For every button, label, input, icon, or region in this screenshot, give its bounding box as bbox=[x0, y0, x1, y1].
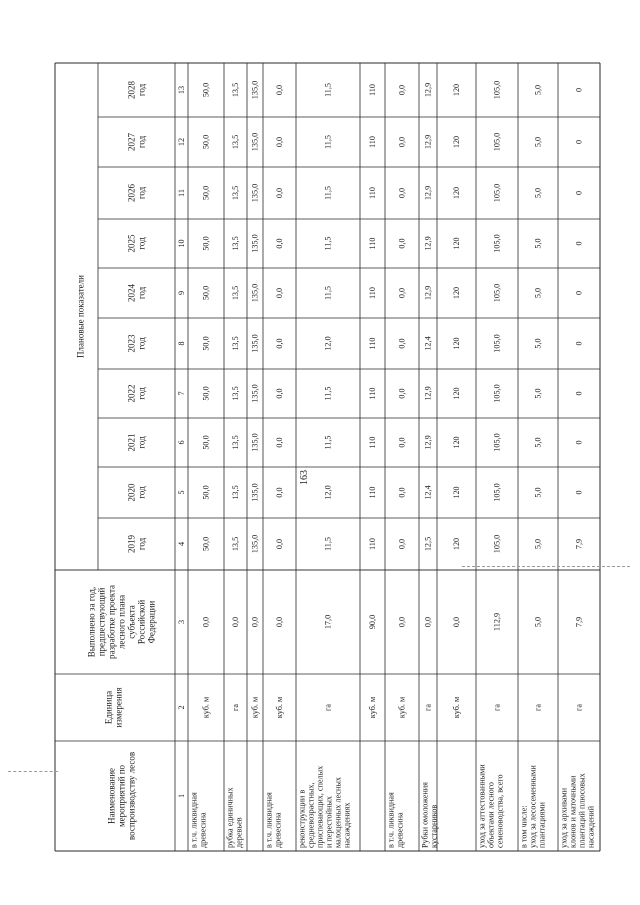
row-value: 0,0 bbox=[397, 287, 407, 299]
row-value: 105,0 bbox=[492, 483, 502, 502]
row-unit: га bbox=[323, 704, 333, 711]
row-value: 11,5 bbox=[323, 386, 333, 401]
row-unit: куб. м bbox=[368, 696, 377, 719]
row-value: 11,5 bbox=[323, 134, 333, 150]
row-done: 90,0 bbox=[368, 614, 377, 630]
row-value: 13,5 bbox=[231, 435, 240, 450]
row-value: 135,0 bbox=[250, 234, 260, 253]
row-value: 135,0 bbox=[250, 283, 260, 303]
row-name-line: в том числе: bbox=[519, 805, 529, 848]
row-done: 0,0 bbox=[231, 616, 240, 628]
row-value: 12,4 bbox=[423, 336, 433, 351]
row-name-line: средневозрастных, bbox=[306, 782, 316, 848]
page-number: 163 bbox=[299, 470, 310, 485]
header-name-line: Наименование bbox=[106, 767, 117, 825]
column-number: 9 bbox=[177, 290, 186, 296]
column-number: 10 bbox=[177, 239, 186, 248]
row-done: 0,0 bbox=[452, 616, 461, 628]
row-value: 50,0 bbox=[201, 536, 211, 552]
row-value: 135,0 bbox=[250, 384, 260, 403]
row-value: 12,9 bbox=[423, 134, 433, 150]
column-number: 13 bbox=[177, 85, 186, 95]
row-value: 0 bbox=[574, 440, 584, 445]
row-name-line: древесина bbox=[273, 812, 283, 848]
row-unit: га bbox=[492, 704, 502, 711]
row-value: 0,0 bbox=[397, 437, 407, 448]
row-value: 110 bbox=[368, 337, 377, 350]
row-name-line: Рубки омоложения bbox=[420, 782, 430, 848]
row-value: 0,0 bbox=[275, 338, 284, 349]
row-value: 5,0 bbox=[533, 487, 543, 498]
row-name-line: кустарников bbox=[429, 804, 439, 848]
row-value: 12,4 bbox=[423, 485, 433, 500]
row-value: 105,0 bbox=[492, 384, 502, 403]
row-value: 50,0 bbox=[201, 236, 211, 251]
row-value: 120 bbox=[452, 237, 461, 250]
row-value: 0,0 bbox=[275, 238, 284, 249]
row-name-line: насаждений bbox=[586, 806, 596, 848]
header-year-line: 2020 bbox=[126, 483, 137, 502]
row-done: 7,9 bbox=[574, 616, 584, 628]
row-value: 12,0 bbox=[323, 485, 333, 500]
row-value: 13,5 bbox=[231, 285, 240, 301]
row-done: 0,0 bbox=[397, 616, 407, 628]
row-value: 105,0 bbox=[492, 132, 502, 152]
row-value: 110 bbox=[368, 136, 377, 148]
row-value: 12,9 bbox=[423, 435, 433, 450]
row-value: 0 bbox=[574, 190, 584, 196]
column-number: 11 bbox=[177, 189, 186, 197]
row-value: 120 bbox=[452, 387, 461, 400]
row-value: 11,5 bbox=[323, 236, 333, 251]
header-year-line: 2023 bbox=[126, 334, 137, 353]
row-value: 105,0 bbox=[492, 183, 502, 203]
column-number: 3 bbox=[177, 619, 186, 625]
row-value: 13,5 bbox=[231, 386, 240, 401]
row-done: 0,0 bbox=[423, 616, 433, 628]
row-name-line: уход за архивами bbox=[559, 787, 569, 848]
header-year-line: год bbox=[136, 135, 147, 149]
row-value: 0,0 bbox=[275, 136, 284, 148]
header-done-line: лесного плана bbox=[116, 594, 127, 650]
row-unit: га bbox=[533, 704, 543, 711]
row-unit: куб. м bbox=[275, 696, 284, 719]
row-value: 110 bbox=[368, 187, 377, 199]
row-value: 5,0 bbox=[533, 136, 543, 148]
row-name-line: малоценных лесных bbox=[333, 777, 343, 848]
row-value: 5,0 bbox=[533, 84, 543, 96]
row-value: 110 bbox=[368, 436, 377, 449]
row-name-line: плантациями bbox=[537, 802, 547, 848]
row-value: 50,0 bbox=[201, 485, 211, 500]
header-year-line: 2025 bbox=[126, 234, 137, 253]
row-value: 0,0 bbox=[397, 136, 407, 148]
row-value: 110 bbox=[368, 387, 377, 400]
column-number: 12 bbox=[177, 137, 186, 147]
header-year-line: 2019 bbox=[126, 535, 137, 553]
row-value: 12,9 bbox=[423, 82, 433, 98]
header-year-line: год bbox=[136, 186, 147, 200]
row-value: 105,0 bbox=[492, 534, 502, 554]
header-unit-line: Единица bbox=[103, 690, 114, 725]
row-value: 0 bbox=[574, 490, 584, 495]
row-value: 120 bbox=[452, 135, 461, 149]
row-value: 0,0 bbox=[397, 388, 407, 399]
header-done-line: Российской bbox=[136, 599, 147, 645]
row-value: 50,0 bbox=[201, 134, 211, 150]
row-name-line: в т.ч. ликвидная bbox=[264, 792, 274, 848]
column-number: 7 bbox=[177, 391, 186, 396]
row-value: 0,0 bbox=[397, 338, 407, 349]
header-unit-line: измерения bbox=[113, 687, 124, 728]
row-value: 110 bbox=[368, 84, 377, 96]
header-year-line: год bbox=[136, 83, 147, 97]
row-done: 0,0 bbox=[275, 616, 284, 628]
header-year-line: 2028 bbox=[126, 81, 137, 99]
row-value: 105,0 bbox=[492, 80, 502, 100]
row-value: 120 bbox=[452, 337, 461, 350]
row-name-line: рубка единичных bbox=[225, 787, 235, 848]
row-value: 0,0 bbox=[397, 238, 407, 249]
row-value: 12,9 bbox=[423, 285, 433, 301]
row-name-line: в т.ч. ликвидная bbox=[386, 792, 396, 848]
row-value: 12,9 bbox=[423, 185, 433, 201]
cut-line-right bbox=[462, 566, 630, 567]
row-value: 0,0 bbox=[397, 187, 407, 199]
column-number: 4 bbox=[177, 541, 186, 547]
row-value: 0,0 bbox=[397, 538, 407, 550]
row-value: 105,0 bbox=[492, 283, 502, 303]
column-number: 1 bbox=[177, 793, 186, 799]
row-value: 11,5 bbox=[323, 185, 333, 201]
header-year-line: 2024 bbox=[126, 284, 137, 302]
row-value: 50,0 bbox=[201, 185, 211, 201]
row-name-line: плантаций плюсовых bbox=[577, 773, 587, 848]
row-unit: куб. м bbox=[201, 696, 211, 719]
row-value: 0 bbox=[574, 241, 584, 246]
row-done: 17,0 bbox=[323, 614, 333, 630]
header-name-line: воспроизводству лесов bbox=[126, 751, 137, 841]
row-value: 0,0 bbox=[397, 487, 407, 498]
row-value: 135,0 bbox=[250, 433, 260, 452]
header-year-line: год bbox=[136, 387, 147, 400]
row-value: 5,0 bbox=[533, 338, 543, 349]
row-done: 0,0 bbox=[250, 616, 260, 628]
row-value: 11,5 bbox=[323, 536, 333, 552]
row-value: 0,0 bbox=[275, 84, 284, 96]
row-value: 120 bbox=[452, 486, 461, 499]
row-name-line: уход за аттестованными bbox=[477, 764, 487, 848]
row-value: 0,0 bbox=[275, 487, 284, 498]
column-number: 2 bbox=[177, 705, 186, 710]
row-value: 5,0 bbox=[533, 187, 543, 199]
header-done-line: предшествующий bbox=[96, 587, 107, 657]
header-year-line: год bbox=[136, 537, 147, 551]
header-done-line: Выполнено за год, bbox=[86, 586, 97, 658]
row-value: 110 bbox=[368, 486, 377, 499]
row-value: 135,0 bbox=[250, 334, 260, 353]
row-value: 120 bbox=[452, 537, 461, 551]
row-value: 12,0 bbox=[323, 336, 333, 351]
row-value: 0,0 bbox=[397, 84, 407, 96]
row-value: 5,0 bbox=[533, 287, 543, 299]
row-unit: куб. м bbox=[250, 696, 260, 719]
row-value: 13,5 bbox=[231, 185, 240, 201]
row-value: 12,9 bbox=[423, 236, 433, 251]
row-value: 5,0 bbox=[533, 437, 543, 448]
row-done: 112,9 bbox=[492, 612, 502, 632]
row-name-line: объектами лесного bbox=[486, 782, 496, 848]
row-value: 5,0 bbox=[533, 388, 543, 399]
row-value: 0,0 bbox=[275, 437, 284, 448]
row-value: 0 bbox=[574, 139, 584, 145]
column-number: 6 bbox=[177, 440, 186, 445]
row-value: 50,0 bbox=[201, 82, 211, 98]
table-text bbox=[76, 81, 596, 849]
row-done: 5,0 bbox=[533, 616, 543, 628]
row-value: 135,0 bbox=[250, 183, 260, 203]
header-year-line: 2027 bbox=[126, 133, 137, 151]
header-year-line: год bbox=[136, 286, 147, 300]
row-unit: куб. м bbox=[397, 696, 407, 719]
row-unit: га bbox=[231, 704, 240, 711]
row-value: 105,0 bbox=[492, 334, 502, 353]
row-value: 0 bbox=[574, 391, 584, 396]
row-value: 13,5 bbox=[231, 82, 240, 98]
row-value: 11,5 bbox=[323, 435, 333, 450]
row-value: 110 bbox=[368, 287, 377, 299]
row-value: 50,0 bbox=[201, 435, 211, 450]
row-value: 11,5 bbox=[323, 285, 333, 301]
header-year-line: год bbox=[136, 337, 147, 350]
cut-line-left bbox=[8, 771, 58, 772]
row-name-line: клонов и маточными bbox=[568, 775, 578, 848]
row-name-line: деревьев bbox=[234, 817, 244, 848]
row-value: 120 bbox=[452, 436, 461, 449]
row-value: 0,0 bbox=[275, 287, 284, 299]
row-value: 110 bbox=[368, 237, 377, 250]
row-value: 135,0 bbox=[250, 80, 260, 100]
column-number: 8 bbox=[177, 341, 186, 346]
row-value: 0,0 bbox=[275, 538, 284, 550]
header-year-line: 2022 bbox=[126, 384, 137, 403]
header-year-line: год bbox=[136, 436, 147, 449]
row-value: 5,0 bbox=[533, 238, 543, 249]
row-name-line: в т.ч. ликвидная bbox=[189, 792, 199, 848]
header-year-line: год bbox=[136, 237, 147, 250]
row-unit: га bbox=[574, 704, 584, 711]
row-value: 12,9 bbox=[423, 386, 433, 401]
row-value: 135,0 bbox=[250, 483, 260, 502]
row-value: 12,5 bbox=[423, 536, 433, 552]
row-value: 13,5 bbox=[231, 536, 240, 552]
row-value: 50,0 bbox=[201, 386, 211, 401]
row-value: 13,5 bbox=[231, 134, 240, 150]
row-done: 0,0 bbox=[201, 616, 211, 628]
row-value: 13,5 bbox=[231, 336, 240, 351]
row-value: 0,0 bbox=[275, 388, 284, 399]
row-value: 0 bbox=[574, 87, 584, 93]
row-value: 135,0 bbox=[250, 534, 260, 554]
header-year-line: год bbox=[136, 486, 147, 499]
row-value: 135,0 bbox=[250, 132, 260, 152]
row-value: 110 bbox=[368, 538, 377, 550]
row-unit: га bbox=[423, 704, 433, 711]
header-planned: Плановые показатели bbox=[75, 275, 86, 358]
header-name-line: мероприятий по bbox=[116, 764, 127, 828]
row-value: 0,0 bbox=[275, 187, 284, 199]
row-name-line: приспевающих, спелых bbox=[315, 765, 325, 848]
header-done-line: разработке проекта bbox=[106, 584, 117, 660]
row-name-line: уход за лесосеменными bbox=[528, 765, 538, 848]
row-name-line: и перестойных bbox=[324, 796, 334, 848]
row-value: 7,9 bbox=[574, 538, 584, 550]
row-value: 105,0 bbox=[492, 234, 502, 253]
row-value: 105,0 bbox=[492, 433, 502, 452]
row-value: 5,0 bbox=[533, 538, 543, 550]
row-value: 120 bbox=[452, 286, 461, 300]
row-name-line: древесина bbox=[395, 812, 405, 848]
header-done-line: субъекта bbox=[126, 605, 137, 639]
row-value: 120 bbox=[452, 186, 461, 200]
header-year-line: 2021 bbox=[126, 433, 137, 452]
row-value: 13,5 bbox=[231, 236, 240, 251]
row-name-line: реконструкции в bbox=[297, 789, 307, 848]
row-value: 120 bbox=[452, 83, 461, 97]
row-name-line: древесина bbox=[198, 812, 208, 848]
row-value: 13,5 bbox=[231, 485, 240, 500]
header-done-line: Федерации bbox=[146, 600, 157, 644]
row-value: 0 bbox=[574, 341, 584, 346]
row-name-line: насаждениях bbox=[342, 802, 352, 848]
row-name-line: семеноводства, всего bbox=[495, 774, 505, 848]
row-value: 11,5 bbox=[323, 82, 333, 98]
row-value: 50,0 bbox=[201, 285, 211, 301]
row-unit: куб. м bbox=[452, 696, 461, 719]
column-number: 5 bbox=[177, 490, 186, 495]
header-year-line: 2026 bbox=[126, 184, 137, 202]
row-value: 0 bbox=[574, 290, 584, 296]
row-value: 50,0 bbox=[201, 336, 211, 351]
table-grid bbox=[55, 63, 600, 851]
